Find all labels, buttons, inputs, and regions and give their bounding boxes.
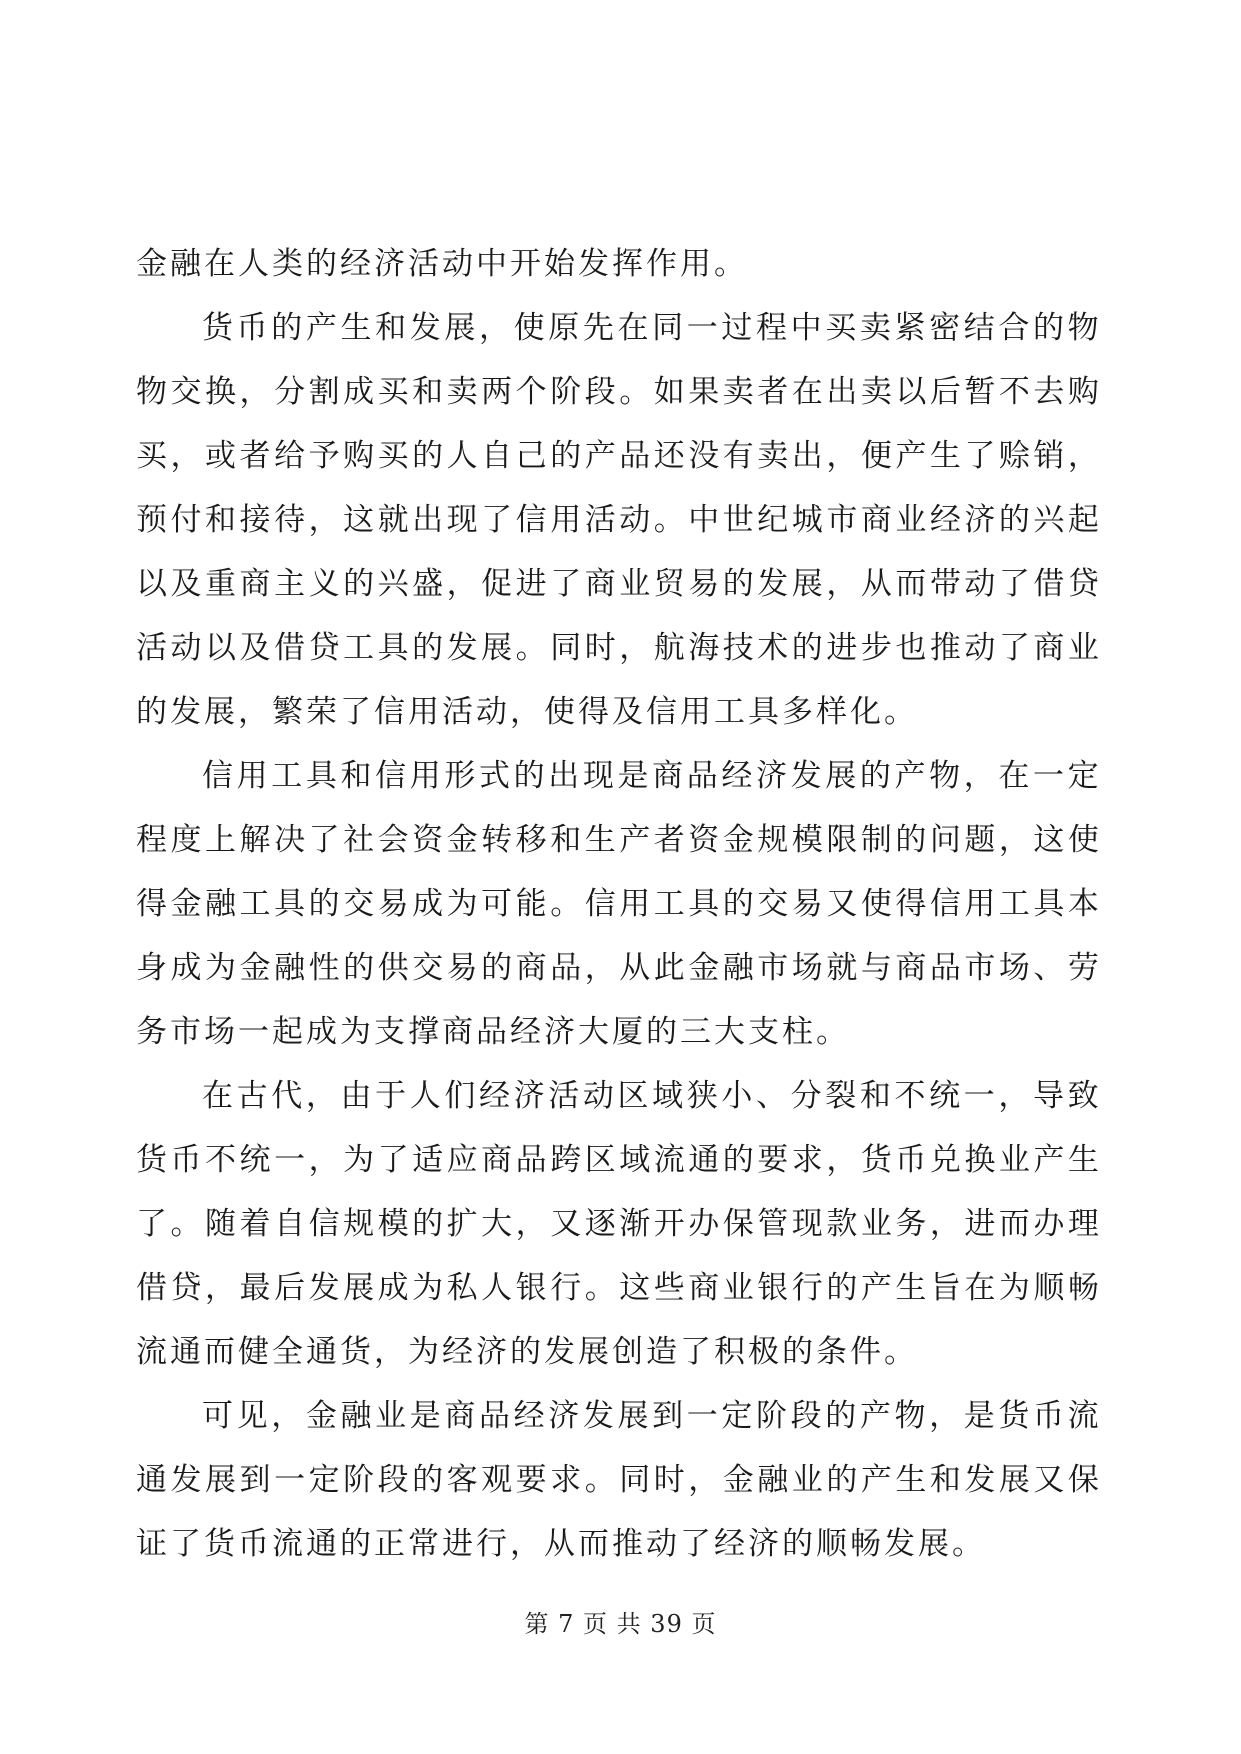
text-line: 的发展，繁荣了信用活动，使得及信用工具多样化。 [136,694,918,730]
text-line: 借 贷 ， 最 后 发 展 成 为 私 人 银 行 。 这 些 商 业 银 行 的 产 生 旨 在 为 顺 畅 [136,1270,1102,1306]
paragraph-first-line: 可 见 ， 金 融 业 是 商 品 经 济 发 展 到 一 定 阶 段 的 产 物 ， 是 货 币 流 [202,1398,1102,1434]
text-line: 身 成 为 金 融 性 的 供 交 易 的 商 品 ， 从 此 金 融 市 场 就 与 商 品 市 场 、 劳 [136,950,1102,986]
page-number-footer: 第 7 页 共 39 页 [524,1610,717,1638]
text-line: 活 动 以 及 借 贷 工 具 的 发 展 。 同 时 ， 航 海 技 术 的 进 步 也 推 动 了 商 业 [136,630,1102,666]
text-line: 务市场一起成为支撑商品经济大厦的三大支柱。 [136,1014,850,1050]
document-body [136,232,1102,1576]
text-line: 以 及 重 商 主 义 的 兴 盛 ， 促 进 了 商 业 贸 易 的 发 展 ， 从 而 带 动 了 借 贷 [136,566,1102,602]
text-line: 流通而健全通货，为经济的发展创造了积极的条件。 [136,1334,918,1370]
text-line: 得 金 融 工 具 的 交 易 成 为 可 能 。 信 用 工 具 的 交 易 又 使 得 信 用 工 具 本 [136,886,1102,922]
text-line: 物 交 换 ， 分 割 成 买 和 卖 两 个 阶 段 。 如 果 卖 者 在 出 卖 以 后 暂 不 去 购 [136,374,1102,410]
text-line: 通 发 展 到 一 定 阶 段 的 客 观 要 求 。 同 时 ， 金 融 业 的 产 生 和 发 展 又 保 [136,1462,1102,1498]
paragraph-first-line: 在 古 代 ， 由 于 人 们 经 济 活 动 区 域 狭 小 、 分 裂 和 不 统 一 ， 导 致 [202,1078,1102,1114]
paragraph-first-line: 货 币 的 产 生 和 发 展 ， 使 原 先 在 同 一 过 程 中 买 卖 紧 密 结 合 的 物 [202,310,1102,346]
text-line: 货 币 不 统 一 ， 为 了 适 应 商 品 跨 区 域 流 通 的 要 求 ， 货 币 兑 换 业 产 生 [136,1142,1102,1178]
text-line: 预 付 和 接 待 ， 这 就 出 现 了 信 用 活 动 。 中 世 纪 城 市 商 业 经 济 的 兴 起 [136,502,1102,538]
text-line: 了 。 随 着 自 信 规 模 的 扩 大 ， 又 逐 渐 开 办 保 管 现 款 业 务 ， 进 而 办 理 [136,1206,1102,1242]
text-line: 金融在人类的经济活动中开始发挥作用。 [136,246,748,282]
text-line: 程 度 上 解 决 了 社 会 资 金 转 移 和 生 产 者 资 金 规 模 限 制 的 问 题 ， 这 使 [136,822,1102,858]
paragraph-first-line: 信 用 工 具 和 信 用 形 式 的 出 现 是 商 品 经 济 发 展 的 产 物 ， 在 一 定 [202,758,1102,794]
text-line: 买 ， 或 者 给 予 购 买 的 人 自 己 的 产 品 还 没 有 卖 出 ， 便 产 生 了 赊 销 ， [136,438,1102,474]
text-line: 证了货币流通的正常进行，从而推动了经济的顺畅发展。 [136,1526,986,1562]
